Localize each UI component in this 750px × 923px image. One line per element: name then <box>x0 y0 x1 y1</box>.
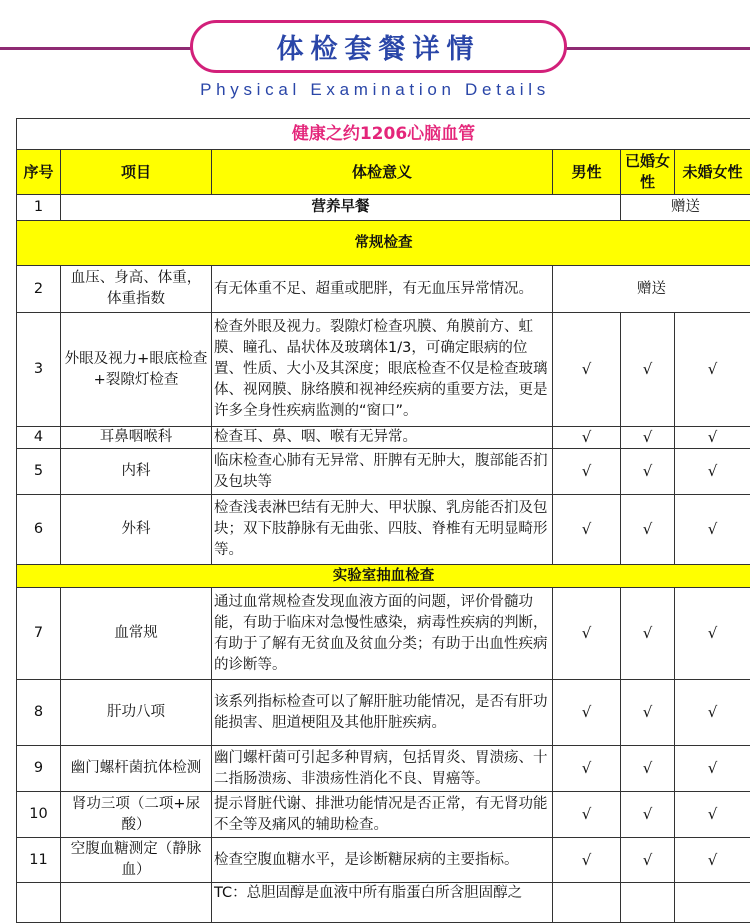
check-married-female: √ <box>621 792 675 838</box>
check-unmarried-female: √ <box>675 427 750 449</box>
page-subtitle: Physical Examination Details <box>0 80 750 100</box>
page-title: 体检套餐详情 <box>277 27 481 66</box>
check-unmarried-female: √ <box>675 588 750 680</box>
row-item: 幽门螺杆菌抗体检测 <box>61 746 212 792</box>
table-row <box>17 495 750 565</box>
row-no: 8 <box>17 680 61 746</box>
row-note: 赠送 <box>621 195 750 221</box>
col-header-desc: 体检意义 <box>212 150 553 195</box>
package-title-row <box>17 119 750 150</box>
table-row <box>17 883 750 923</box>
row-no: 9 <box>17 746 61 792</box>
table-row <box>17 746 750 792</box>
row-desc: 临床检查心肺有无异常、肝脾有无肿大，腹部能否扪及包块等 <box>212 449 553 495</box>
row-item: 营养早餐 <box>61 195 621 221</box>
section-label: 实验室抽血检查 <box>17 565 750 588</box>
section-row <box>17 221 750 266</box>
check-married-female: √ <box>621 588 675 680</box>
row-note: 赠送 <box>553 266 750 313</box>
exam-table <box>16 118 750 923</box>
page-header <box>0 0 750 114</box>
check-married-female: √ <box>621 313 675 427</box>
check-married-female <box>621 883 675 923</box>
col-header-no: 序号 <box>17 150 61 195</box>
row-no: 3 <box>17 313 61 427</box>
table-row <box>17 427 750 449</box>
check-married-female: √ <box>621 680 675 746</box>
row-item: 外眼及视力+眼底检查+裂隙灯检查 <box>61 313 212 427</box>
check-male: √ <box>553 680 621 746</box>
col-header-unmarried-female: 未婚女性 <box>675 150 750 195</box>
check-male: √ <box>553 427 621 449</box>
row-desc: 有无体重不足、超重或肥胖，有无血压异常情况。 <box>212 266 553 313</box>
check-male: √ <box>553 588 621 680</box>
check-married-female: √ <box>621 746 675 792</box>
row-no: 2 <box>17 266 61 313</box>
row-item: 空腹血糖测定（静脉血） <box>61 838 212 883</box>
table-row <box>17 313 750 427</box>
row-item: 外科 <box>61 495 212 565</box>
check-unmarried-female: √ <box>675 680 750 746</box>
row-desc: TC：总胆固醇是血液中所有脂蛋白所含胆固醇之 <box>212 883 553 923</box>
row-item: 内科 <box>61 449 212 495</box>
row-no: 7 <box>17 588 61 680</box>
check-married-female: √ <box>621 838 675 883</box>
col-header-married-female: 已婚女性 <box>621 150 675 195</box>
row-desc: 通过血常规检查发现血液方面的问题，评价骨髓功能，有助于临床对急慢性感染，病毒性疾病的判断，有助于了解有无贫血及贫血分类；有助于出血性疾病的诊断等。 <box>212 588 553 680</box>
table-row <box>17 449 750 495</box>
row-item: 肝功八项 <box>61 680 212 746</box>
row-no: 11 <box>17 838 61 883</box>
row-desc: 检查浅表淋巴结有无肿大、甲状腺、乳房能否扪及包块；双下肢静脉有无曲张、四肢、脊椎有无明显畸形等。 <box>212 495 553 565</box>
check-married-female: √ <box>621 427 675 449</box>
col-header-item: 项目 <box>61 150 212 195</box>
check-male: √ <box>553 838 621 883</box>
header-row <box>17 150 750 195</box>
check-male: √ <box>553 313 621 427</box>
row-no: 4 <box>17 427 61 449</box>
row-no <box>17 883 61 923</box>
check-male: √ <box>553 495 621 565</box>
row-no: 5 <box>17 449 61 495</box>
table-row <box>17 792 750 838</box>
table-row <box>17 266 750 313</box>
check-male: √ <box>553 449 621 495</box>
table-row <box>17 195 750 221</box>
check-unmarried-female: √ <box>675 313 750 427</box>
row-desc: 该系列指标检查可以了解肝脏功能情况，是否有肝功能损害、胆道梗阻及其他肝脏疾病。 <box>212 680 553 746</box>
row-item: 耳鼻咽喉科 <box>61 427 212 449</box>
row-no: 10 <box>17 792 61 838</box>
title-pill <box>190 20 567 73</box>
col-header-male: 男性 <box>553 150 621 195</box>
section-label: 常规检查 <box>17 221 750 266</box>
check-married-female: √ <box>621 495 675 565</box>
check-male: √ <box>553 792 621 838</box>
row-desc: 检查耳、鼻、咽、喉有无异常。 <box>212 427 553 449</box>
check-unmarried-female: √ <box>675 495 750 565</box>
check-male <box>553 883 621 923</box>
check-unmarried-female <box>675 883 750 923</box>
table-row <box>17 680 750 746</box>
table-row <box>17 838 750 883</box>
row-item: 肾功三项（二项+尿酸） <box>61 792 212 838</box>
table-row <box>17 588 750 680</box>
row-no: 6 <box>17 495 61 565</box>
row-item: 血压、身高、体重，体重指数 <box>61 266 212 313</box>
row-desc: 幽门螺杆菌可引起多种胃病，包括胃炎、胃溃疡、十二指肠溃疡、非溃疡性消化不良、胃癌等。 <box>212 746 553 792</box>
check-unmarried-female: √ <box>675 746 750 792</box>
row-no: 1 <box>17 195 61 221</box>
package-name: 健康之约1206心脑血管 <box>17 119 750 150</box>
row-item: 血常规 <box>61 588 212 680</box>
row-item <box>61 883 212 923</box>
section-row <box>17 565 750 588</box>
check-male: √ <box>553 746 621 792</box>
row-desc: 提示肾脏代谢、排泄功能情况是否正常，有无肾功能不全等及痛风的辅助检查。 <box>212 792 553 838</box>
check-unmarried-female: √ <box>675 792 750 838</box>
row-desc: 检查空腹血糖水平，是诊断糖尿病的主要指标。 <box>212 838 553 883</box>
check-unmarried-female: √ <box>675 838 750 883</box>
check-married-female: √ <box>621 449 675 495</box>
check-unmarried-female: √ <box>675 449 750 495</box>
row-desc: 检查外眼及视力。裂隙灯检查巩膜、角膜前方、虹膜、瞳孔、晶状体及玻璃体1/3，可确定眼病的位置、性质、大小及其深度；眼底检查不仅是检查玻璃体、视网膜、脉络膜和视神经疾病的重要方法，更是许多全身性疾病监测的“窗口”。 <box>212 313 553 427</box>
